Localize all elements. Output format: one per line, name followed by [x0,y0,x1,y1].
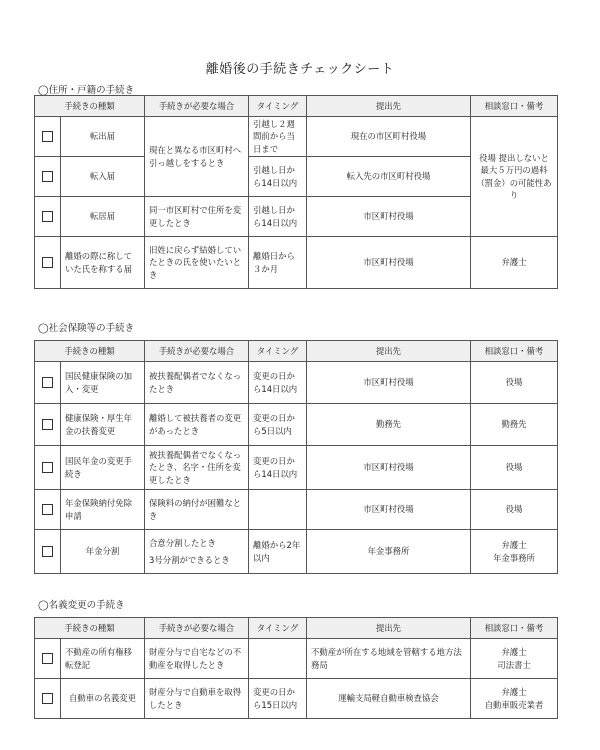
table-address [34,95,558,289]
required-case: 財産分与で自動車を取得したとき [145,679,249,719]
checkbox[interactable] [35,490,61,530]
required-case: 被扶養配偶者でなくなったとき、名字・住所を変更したとき [145,446,249,490]
checkbox[interactable] [35,197,61,237]
header-timing: タイミング [249,96,307,117]
timing: 離婚から2年以内 [249,530,307,574]
checkbox[interactable] [35,117,61,157]
checkbox[interactable] [35,446,61,490]
submit-to: 現在の市区町村役場 [307,117,471,157]
consultation-notes: 勤務先 [471,404,558,446]
timing: 引越し日から14日以内 [249,197,307,237]
submit-to: 年金事務所 [307,530,471,574]
table-insurance [34,340,558,574]
table-header-row [35,341,558,362]
required-case: 保険料の納付が困難なとき [145,490,249,530]
submit-to: 市区町村役場 [307,197,471,237]
section-title-address: ◯住所・戸籍の手続き [38,85,135,96]
header-consultation-notes: 相談窓口・備考 [471,96,558,117]
header-procedure-type: 手続きの種類 [35,341,145,362]
required-case: 旧姓に戻らず結婚していたときの氏を使いたいとき [145,237,249,289]
document-title: 離婚後の手続きチェックシート [205,62,395,77]
timing: 引越し日から14日以内 [249,157,307,197]
table-row [35,446,558,490]
consultation-notes: 役場 [471,446,558,490]
table-row [35,362,558,404]
header-submit-to: 提出先 [307,618,471,639]
required-case: 離婚して被扶養者の変更があったとき [145,404,249,446]
timing: 変更の日から14日以内 [249,446,307,490]
consultation-notes: 弁護士 [471,237,558,289]
required-case: 同一市区町村で住所を変更したとき [145,197,249,237]
procedure-name: 年金分割 [61,530,145,574]
checkbox[interactable] [35,237,61,289]
procedure-name: 年金保険納付免除申請 [61,490,145,530]
timing [249,639,307,679]
header-procedure-type: 手続きの種類 [35,96,145,117]
section-title-insurance: ◯社会保険等の手続き [38,323,135,334]
header-submit-to: 提出先 [307,96,471,117]
submit-to: 不動産が所在する地域を管轄する地方法務局 [307,639,471,679]
table-header-row [35,96,558,117]
header-submit-to: 提出先 [307,341,471,362]
procedure-name: 不動産の所有権移転登記 [61,639,145,679]
table-row [35,639,558,679]
checkbox[interactable] [35,679,61,719]
table-row [35,530,558,574]
submit-to: 市区町村役場 [307,362,471,404]
timing: 変更の日から14日以内 [249,362,307,404]
checkbox[interactable] [35,157,61,197]
header-when-required: 手続きが必要な場合 [145,618,249,639]
procedure-name: 転出届 [61,117,145,157]
consultation-notes [471,639,558,679]
consultation-notes [471,530,558,574]
header-when-required: 手続きが必要な場合 [145,96,249,117]
procedure-name: 国民健康保険の加入・変更 [61,362,145,404]
notes-line: 年金事務所 [493,552,535,563]
header-timing: タイミング [249,341,307,362]
submit-to: 勤務先 [307,404,471,446]
timing: 変更の日から15日以内 [249,679,307,719]
notes-line: 弁護士 [501,540,527,551]
notes-line: 司法書士 [497,659,531,670]
table-row [35,679,558,719]
header-consultation-notes: 相談窓口・備考 [471,618,558,639]
table-row [35,404,558,446]
checkbox[interactable] [35,362,61,404]
required-case-line: 合意分割したとき [149,538,216,549]
consultation-notes: 役場 [471,490,558,530]
consultation-notes [471,679,558,719]
header-consultation-notes: 相談窓口・備考 [471,341,558,362]
notes-line: 弁護士 [501,687,527,698]
required-case-line: 3号分割ができるとき [149,554,230,565]
table-header-row [35,618,558,639]
section-title-name-change: ◯名義変更の手続き [38,600,125,611]
procedure-name: 自動車の名義変更 [61,679,145,719]
submit-to: 運輸支局軽自動車検査協会 [307,679,471,719]
checkbox[interactable] [35,639,61,679]
table-row [35,490,558,530]
table-row [35,117,558,157]
header-timing: タイミング [249,618,307,639]
required-case: 財産分与で自宅などの不動産を取得したとき [145,639,249,679]
submit-to: 市区町村役場 [307,446,471,490]
notes-line: 弁護士 [501,647,527,658]
table-row [35,237,558,289]
timing: 離婚日から３か月 [249,237,307,289]
submit-to: 市区町村役場 [307,237,471,289]
timing: 引越し２週間前から当日まで [249,117,307,157]
required-case: 現在と異なる市区町村へ引っ越しをするとき [145,117,249,197]
procedure-name: 転居届 [61,197,145,237]
procedure-name: 国民年金の変更手続き [61,446,145,490]
required-case: 被扶養配偶者でなくなったとき [145,362,249,404]
timing [249,490,307,530]
timing: 変更の日から5日以内 [249,404,307,446]
checkbox[interactable] [35,404,61,446]
header-procedure-type: 手続きの種類 [35,618,145,639]
submit-to: 市区町村役場 [307,490,471,530]
header-when-required: 手続きが必要な場合 [145,341,249,362]
submit-to: 転入先の市区町村役場 [307,157,471,197]
procedure-name: 健康保険・厚生年金の扶養変更 [61,404,145,446]
checkbox[interactable] [35,530,61,574]
procedure-name: 転入届 [61,157,145,197]
procedure-name: 離婚の際に称していた氏を称する届 [61,237,145,289]
consultation-notes: 役場 [471,362,558,404]
required-case [145,530,249,574]
notes-line: 自動車販売業者 [484,699,544,710]
consultation-notes: 役場 提出しないと最大５万円の過料（罰金）の可能性あり [471,117,558,237]
table-name-change [34,617,558,719]
